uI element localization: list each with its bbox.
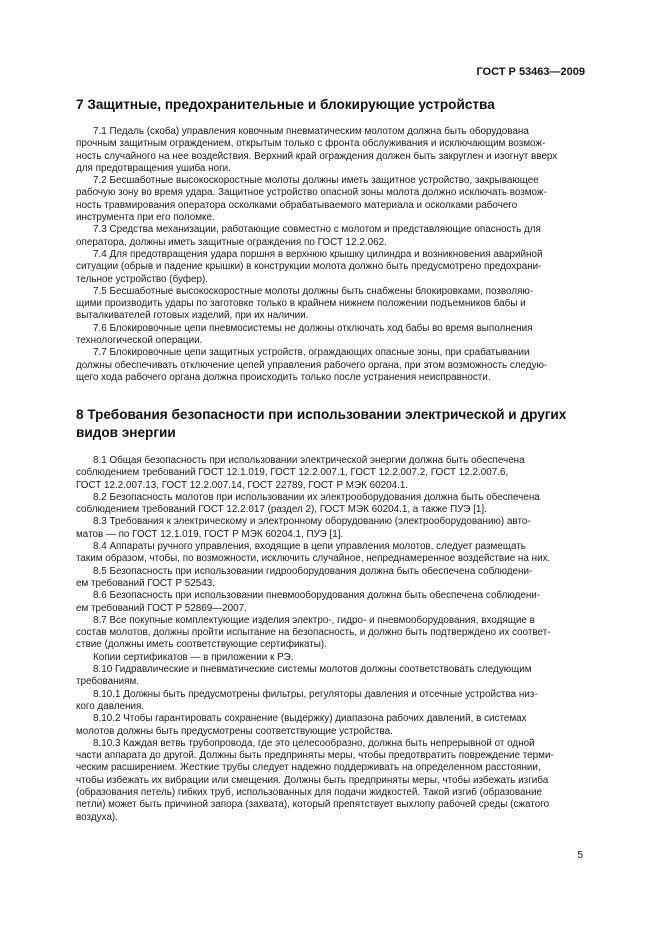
text-line: выталкивателей готовых изделий, при их наличии. (76, 310, 309, 322)
text-line: 7.6 Блокировочные цепи пневмосистемы не должны отключать ход бабы во время выполнения (93, 322, 533, 334)
text-line: матов — по ГОСТ 12.1.019, ГОСТ Р МЭК 60204.1, ПУЭ [1]. (76, 528, 344, 540)
text-line: 7.1 Педаль (скоба) управления ковочным пневматическим молотом должна быть оборудована (93, 126, 529, 137)
text-line: 7.4 Для предотвращения удара поршня в верхнюю крышку цилиндра и возникновения аварийной (93, 248, 543, 260)
text-line: (образования петель) гибких труб, использованных для подачи жидкостей. Такой изгиб (образование (76, 787, 542, 799)
text-line: рабочую зону во время удара. Защитное устройство опасной зоны молота должно исключать возмож- (76, 187, 547, 199)
section-8-text (76, 455, 585, 824)
section-8-heading-line: 8 Требования безопасности при использовании электрической и других (76, 407, 567, 422)
text-line: ность случайного на нее воздействия. Верхний край ограждения должен быть закруглен и изогнут вверх (76, 150, 558, 162)
text-line: кого давления. (76, 700, 145, 712)
text-line: инструмента при его поломке. (76, 212, 215, 224)
text-line: 8.7 Все покупные комплектующие изделия электро-, гидро- и пневмооборудования, входящие в (93, 614, 535, 626)
text-line: чтобы избежать их вибрации или смещения. Должны быть предприняты меры, чтобы избежать изгиба (76, 774, 549, 786)
section-7-text (76, 126, 585, 384)
text-line: ческим расширением. Жесткие трубы следует надежно поддерживать на определенном расстоянии, (76, 762, 541, 774)
text-line: 8.10.2 Чтобы гарантировать сохранение (выдержку) диапазона рабочих давлений, в системах (93, 713, 527, 725)
text-line: 8.1 Общая безопасность при использовании электрической энергии должна быть обеспечена (93, 455, 525, 466)
text-line: петли) может быть причиной запора (захвата), который препятствует выхлопу рабочей среды (сжатого (76, 799, 550, 811)
section-7-heading: 7 Защитные, предохранительные и блокирующие устройства (76, 97, 495, 112)
section-8-heading-line: видов энергии (76, 425, 176, 440)
text-line: 8.6 Безопасность при использовании пневмооборудования должна быть обеспечена соблюдени- (93, 590, 541, 602)
text-line: 8.4 Аппараты ручного управления, входящие в цепи управления молотов, следует размещать (93, 541, 526, 553)
text-line: щими производить удары по заготовке только в крайнем нижнем положении подъемников бабы и (76, 298, 526, 310)
page-number: 5 (577, 850, 583, 861)
text-line: ствие (должны иметь соответствующие сертификаты). (76, 639, 327, 651)
text-line: должны обеспечивать отключение цепей управления рабочего органа, при этом возможность следую- (76, 359, 548, 371)
text-line: Копии сертификатов — в приложении к РЭ. (93, 651, 294, 663)
text-line: соблюдением требований ГОСТ 12.1.019, ГОСТ 12.2.007.1, ГОСТ 12.2.007.2, ГОСТ 12.2.007.6, (76, 467, 509, 479)
text-line: ситуации (обрыв и падение крышки) в конструкции молота должно быть предусмотрено предохрани- (76, 261, 542, 273)
text-line: 8.10.1 Должны быть предусмотрены фильтры, регуляторы давления и отсечные устройства низ- (93, 688, 538, 700)
section-8-heading (76, 406, 592, 442)
document-header: ГОСТ Р 53463—2009 (476, 66, 585, 78)
section-7-body (76, 126, 585, 384)
text-line: 8.5 Безопасность при использовании гидрооборудования должна быть обеспечена соблюдени- (93, 565, 533, 577)
text-line: воздуха). (76, 811, 118, 823)
text-line: 7.3 Средства механизации, работающие совместно с молотом и представляющие опасность для (93, 224, 541, 236)
text-line: ем требований ГОСТ Р 52869—2007. (76, 602, 247, 614)
text-line: для предотвращения ушиба ноги. (76, 162, 231, 174)
text-line: 8.3 Требования к электрическому и электронному оборудованию (электрооборудованию) авто- (93, 516, 531, 528)
text-line: ем требований ГОСТ Р 52543. (76, 577, 216, 589)
text-line: 8.10.3 Каждая ветвь трубопровода, где это целесообразно, должна быть непрерывной от одной (93, 737, 535, 749)
text-line: ность травмирования оператора осколками обрабатываемого материала и осколками рабочего (76, 199, 518, 211)
text-line: щего хода рабочего органа должна происходить только после устранения неисправности. (76, 371, 491, 383)
text-line: 7.7 Блокировочные цепи защитных устройств, ограждающих опасные зоны, при срабатывании (93, 347, 530, 359)
text-line: состав молотов, должны пройти испытание на безопасность, и должно быть подтверждено их соответ- (76, 627, 551, 639)
text-line: соблюдением требований ГОСТ 12.2.017 (раздел 2), ГОСТ МЭК 60204.1, а также ПУЭ [1]. (76, 504, 487, 516)
text-line: молотов должны быть предусмотрены соответствующие устройства. (76, 725, 393, 737)
text-line: части аппарата до другой. Должны быть предприняты меры, чтобы предотвратить повреждение терми- (76, 750, 554, 762)
text-line: технологической операции. (76, 335, 203, 347)
text-line: 8.10 Гидравлические и пневматические системы молотов должны соответствовать следующим (93, 664, 532, 676)
text-line: прочным защитным ограждением, открытым только с фронта обслуживания и исключающим возмож- (76, 138, 546, 150)
text-line: 7.2 Бесшаботные высокоскоростные молоты должны иметь защитное устройство, закрывающее (93, 175, 539, 187)
section-8-body (76, 455, 585, 824)
text-line: оператора, должны иметь защитные ограждения по ГОСТ 12.2.062. (76, 236, 387, 248)
text-line: таким образом, чтобы, по возможности, исключить случайное, непреднамеренное воздействие на них. (76, 553, 551, 565)
text-line: тельное устройство (буфер). (76, 273, 208, 285)
text-line: требованиям. (76, 676, 140, 688)
text-line: 8.2 Безопасность молотов при использовании их электрооборудования должна быть обеспечена (93, 491, 540, 503)
text-line: 7.5 Бесшаботные высокоскоростные молоты должны быть снабжены блокировками, позволяю- (93, 285, 534, 297)
text-line: ГОСТ 12.2.007.13, ГОСТ 12.2.007.14, ГОСТ 22789, ГОСТ Р МЭК 60204.1. (76, 479, 409, 491)
